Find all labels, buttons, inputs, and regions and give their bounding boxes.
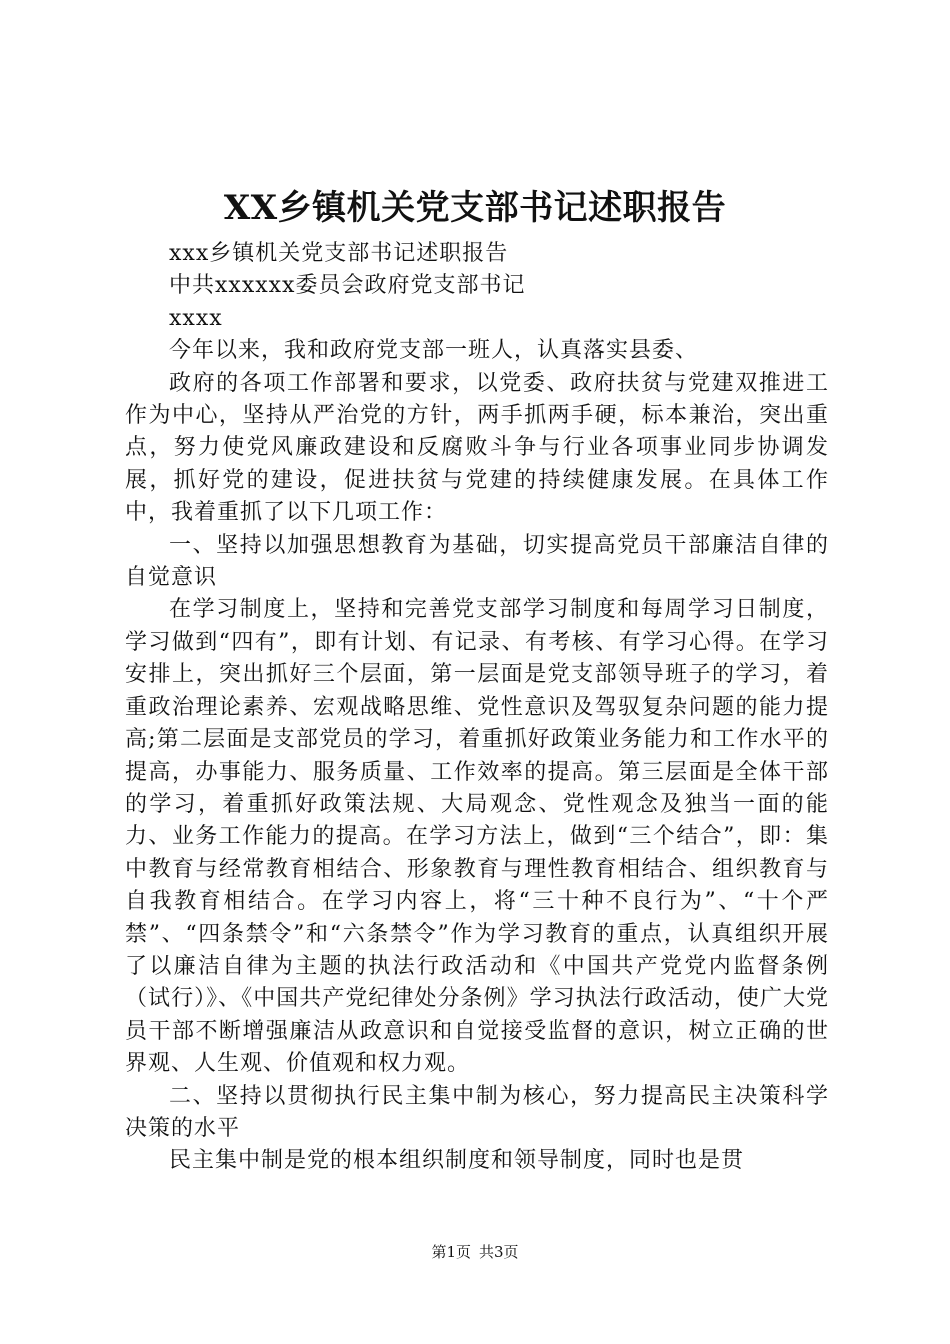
body-paragraph: 在学习制度上，坚持和完善党支部学习制度和每周学习日制度，学习做到“四有”，即有计划、有记录、有考核、有学习心得。在学习安排上，突出抓好三个层面，第一层面是党支部领导班子的学习，着重政治理论素养、宏观战略思维、党性意识及驾驭复杂问题的能力提高;第二层面是支部党员的学习，着重抓好政策业务能力和工作水平的提高，办事能力、服务质量、工作效率的提高。第三层面是全体干部的学习，着重抓好政策法规、大局观念、党性观念及独当一面的能力、业务工作能力的提高。在学习方法上，做到“三个结合”，即：集中教育与经常教育相结合、形象教育与理性教育相结合、组织教育与自我教育相结合。在学习内容上，将“三十种不良行为”、“十个严禁”、“四条禁令”和“六条禁令”作为学习教育的重点，认真组织开展了以廉洁自律为主题的执法行政活动和《中国共产党党内监督条例（试行）》、《中国共产党纪律处分条例》学习执法行政活动，使广大党员干部不断增强廉洁从政意识和自觉接受监督的意识，树立正确的世界观、人生观、价值观和权力观。 [125, 597, 829, 1077]
document-body [125, 238, 829, 1178]
page-total: 共3页 [479, 1243, 519, 1261]
body-paragraph: 民主集中制是党的根本组织制度和领导制度，同时也是贯 [169, 1148, 745, 1174]
author-line: 中共xxxxxx委员会政府党支部书记 [169, 273, 526, 299]
body-paragraph: 政府的各项工作部署和要求，以党委、政府扶贫与党建双推进工作为中心，坚持从严治党的方针，两手抓两手硬，标本兼治，突出重点，努力使党风廉政建设和反腐败斗争与行业各项事业同步协调发展，抓好党的建设，促进扶贫与党建的持续健康发展。在具体工作中，我着重抓了以下几项工作： [125, 370, 829, 526]
document-title: XX乡镇机关党支部书记述职报告 [223, 188, 727, 228]
page-footer [0, 1240, 950, 1264]
intro-paragraph: 今年以来，我和政府党支部一班人，认真落实县委、 [169, 338, 699, 364]
section-heading-2: 二、坚持以贯彻执行民主集中制为核心，努力提高民主决策科学决策的水平 [125, 1083, 829, 1141]
author-name-line: xxxx [169, 305, 223, 331]
section-heading-1: 一、坚持以加强思想教育为基础，切实提高党员干部廉洁自律的自觉意识 [125, 532, 829, 591]
page-number: 第1页 [431, 1243, 471, 1261]
subtitle-line: xxx乡镇机关党支部书记述职报告 [169, 241, 509, 266]
